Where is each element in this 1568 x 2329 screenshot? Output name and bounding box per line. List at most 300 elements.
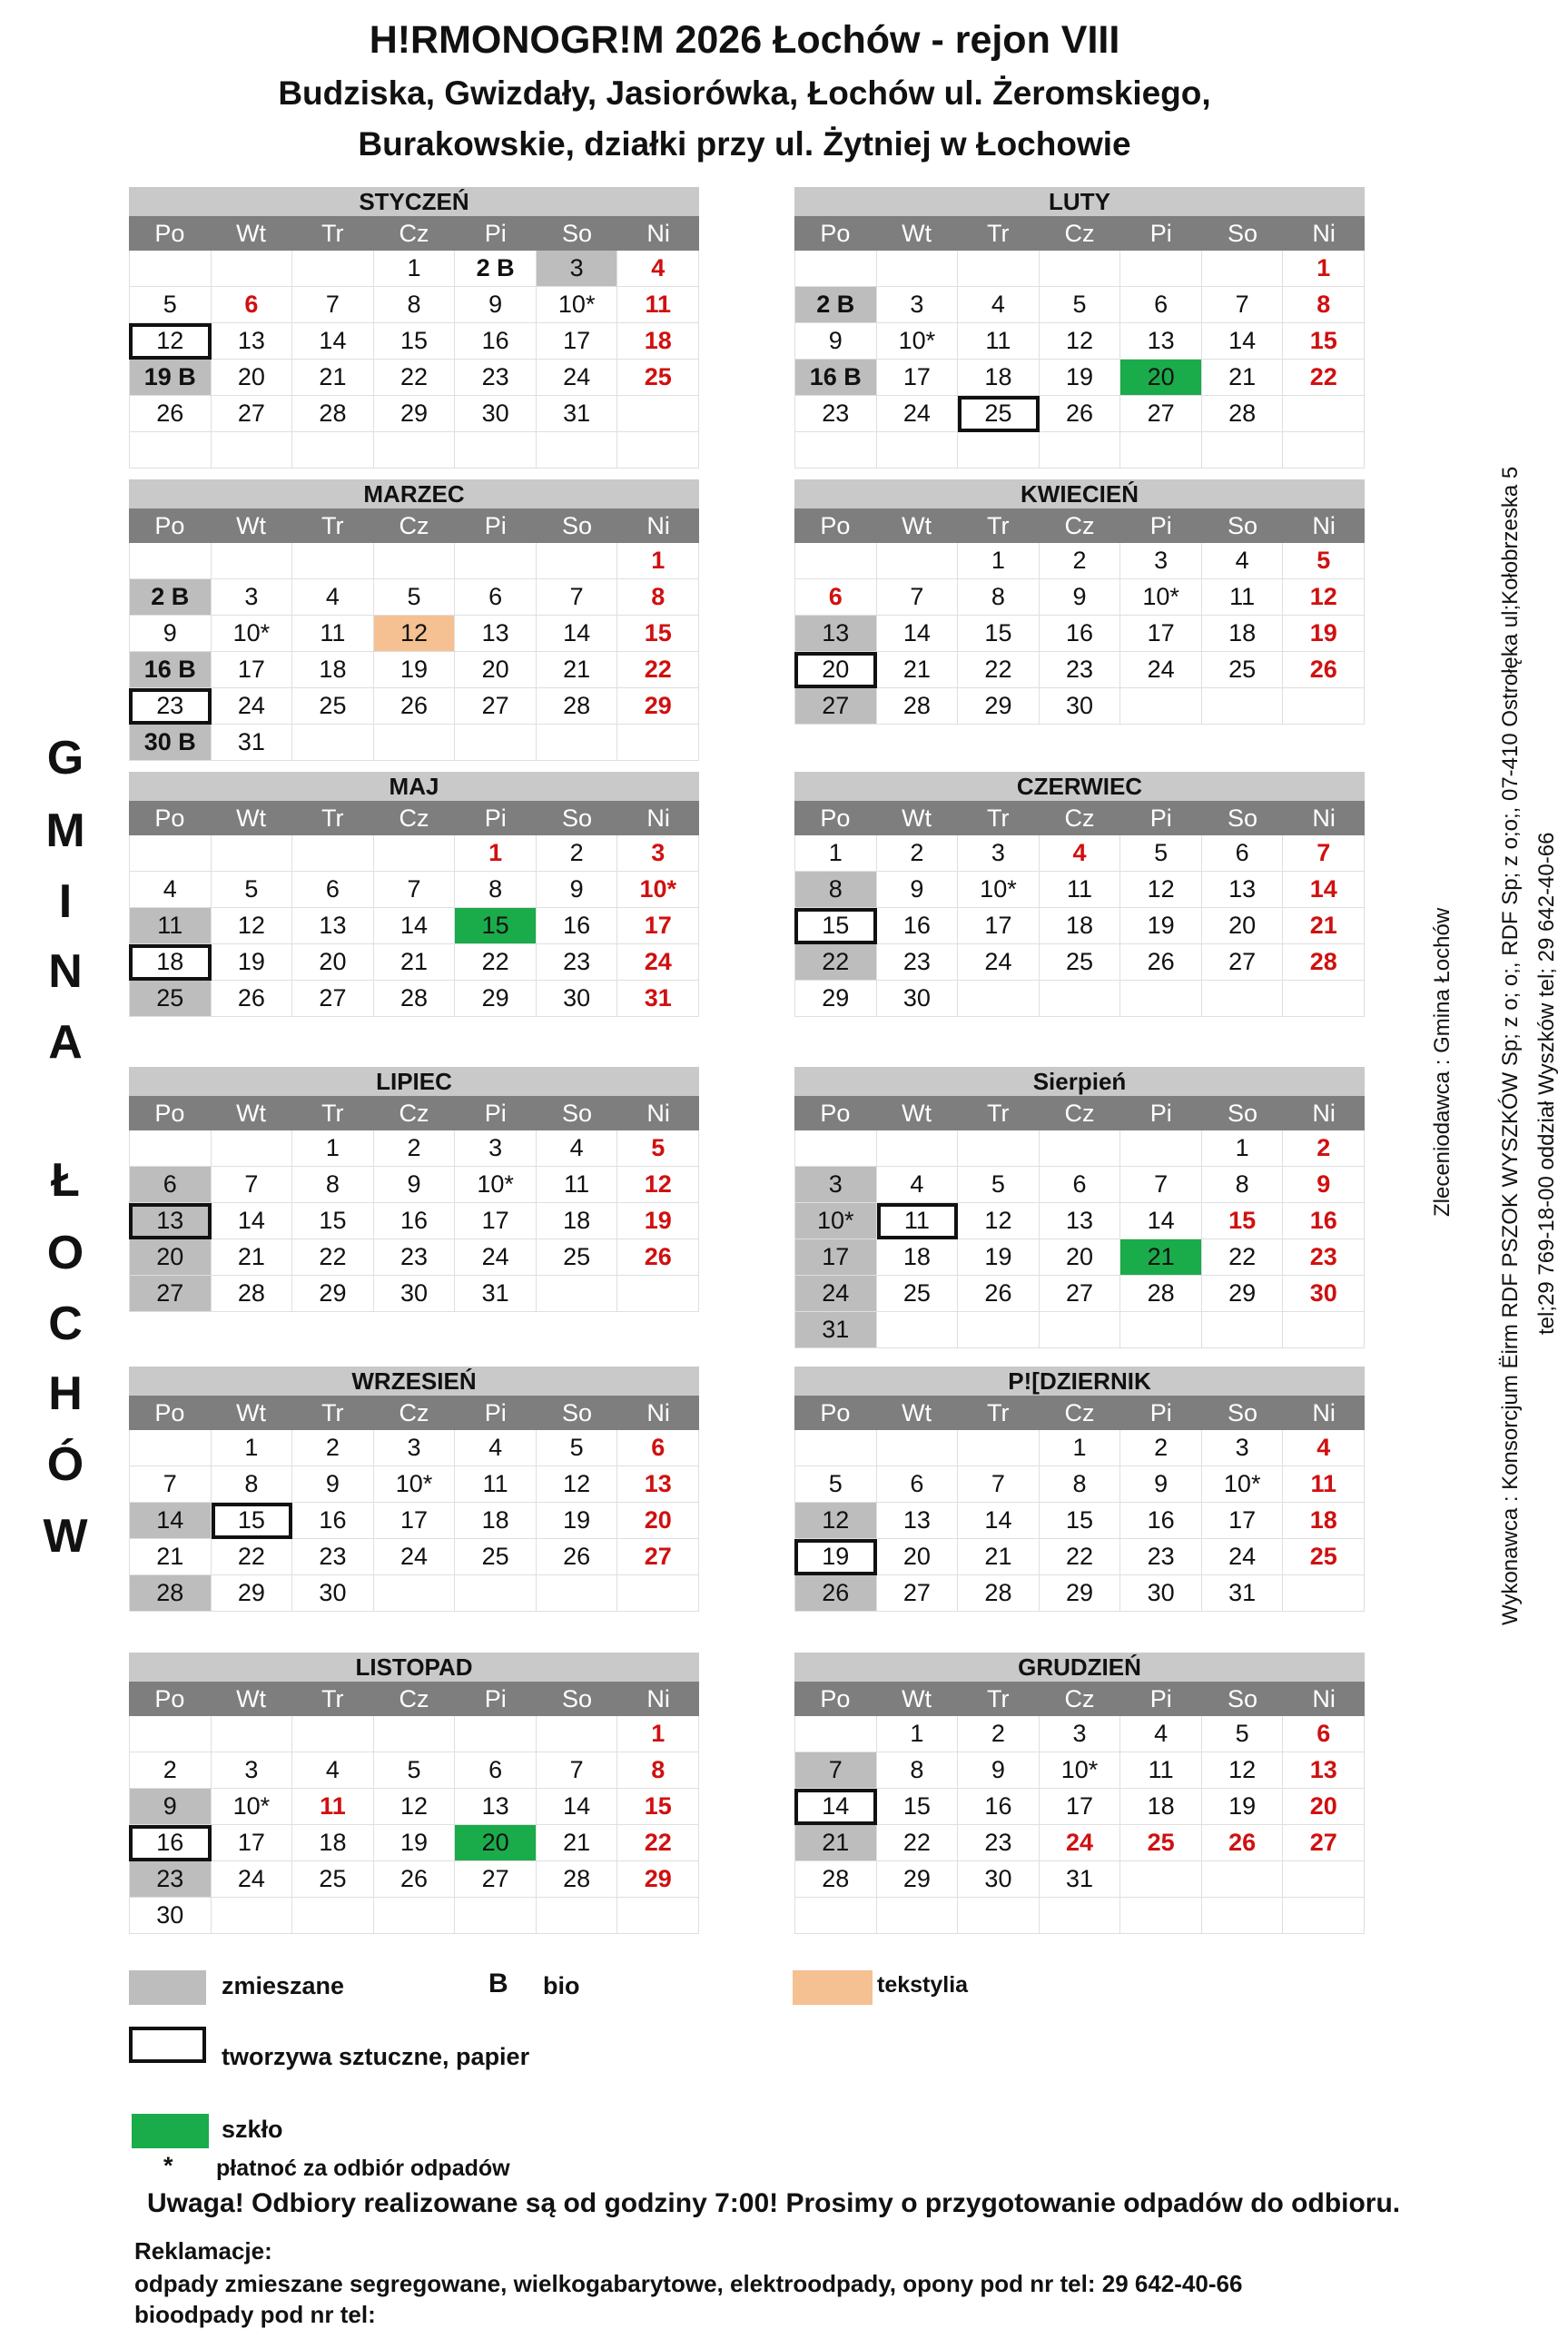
weekday-label: Cz	[1064, 220, 1095, 247]
day-cell: 22	[958, 652, 1040, 688]
day-cell: 19	[374, 652, 456, 688]
day-cell: 7	[1120, 1167, 1202, 1203]
day-cell: 1	[958, 543, 1040, 579]
day-cell: 14	[958, 1503, 1040, 1539]
day-cell: 30	[455, 396, 537, 432]
empty-day-cell	[1040, 432, 1121, 469]
week-row	[794, 981, 1365, 1017]
week-row	[129, 579, 699, 616]
day-cell: 3	[877, 287, 959, 323]
week-row	[794, 1825, 1365, 1861]
legend-mixed-swatch	[129, 1970, 206, 2005]
weekday-label: Po	[154, 1399, 185, 1426]
day-cell: 12	[794, 1503, 877, 1539]
day-cell: 11	[292, 616, 374, 652]
day-cell: 5	[374, 579, 456, 616]
day-cell: 17	[455, 1203, 537, 1239]
day-cell: 29	[617, 688, 699, 725]
week-row	[794, 944, 1365, 981]
day-cell: 10*	[794, 1203, 877, 1239]
day-cell: 2	[1283, 1130, 1365, 1167]
month-title: LUTY	[794, 187, 1365, 216]
day-cell: 17	[877, 360, 959, 396]
day-cell: 13	[1040, 1203, 1121, 1239]
day-cell: 23	[958, 1825, 1040, 1861]
pickup-notice: Uwaga! Odbiory realizowane są od godziny 7:00! Prosimy o przygotowanie odpadów do odbioru.	[147, 2188, 1401, 2218]
empty-day-cell	[129, 543, 212, 579]
day-cell: 18	[1040, 908, 1121, 944]
month-block	[794, 1653, 1365, 1934]
empty-day-cell	[374, 543, 456, 579]
day-cell: 17	[1120, 616, 1202, 652]
weekday-label: Cz	[1064, 512, 1095, 539]
day-cell: 9	[537, 872, 618, 908]
day-cell: 17	[617, 908, 699, 944]
week-row	[129, 1503, 699, 1539]
day-cell: 4	[129, 872, 212, 908]
day-cell: 3	[455, 1130, 537, 1167]
weekday-header	[794, 1396, 1365, 1430]
month-block	[794, 479, 1365, 725]
day-cell: 7	[794, 1752, 877, 1789]
weekday-label: Cz	[1064, 804, 1095, 832]
day-cell: 12	[129, 323, 212, 360]
weekday-label: Ni	[646, 512, 670, 539]
weekday-label: Ni	[646, 1100, 670, 1127]
day-cell: 12	[958, 1203, 1040, 1239]
week-row	[794, 1575, 1365, 1612]
day-cell: 25	[877, 1276, 959, 1312]
day-cell: 25	[617, 360, 699, 396]
day-cell: 16	[374, 1203, 456, 1239]
day-cell: 9	[1040, 579, 1121, 616]
day-cell: 23	[1283, 1239, 1365, 1276]
day-cell: 17	[794, 1239, 877, 1276]
month-title: GRUDZIEŃ	[794, 1653, 1365, 1682]
day-cell: 5	[1120, 835, 1202, 872]
day-cell: 30	[537, 981, 618, 1017]
week-row	[794, 543, 1365, 579]
day-cell: 26	[617, 1239, 699, 1276]
day-cell: 25	[292, 1861, 374, 1898]
day-cell: 1	[794, 835, 877, 872]
day-cell: 28	[212, 1276, 293, 1312]
empty-day-cell	[292, 432, 374, 469]
month-title: LIPIEC	[129, 1067, 699, 1096]
day-cell: 18	[537, 1203, 618, 1239]
day-cell: 26	[1202, 1825, 1284, 1861]
day-cell: 29	[212, 1575, 293, 1612]
day-cell: 29	[877, 1861, 959, 1898]
weekday-header	[129, 1682, 699, 1716]
day-cell: 20	[877, 1539, 959, 1575]
empty-day-cell	[212, 1716, 293, 1752]
day-cell: 29	[374, 396, 456, 432]
empty-day-cell	[212, 251, 293, 287]
day-cell: 17	[1202, 1503, 1284, 1539]
weekday-label: So	[561, 1685, 592, 1712]
empty-day-cell	[1283, 396, 1365, 432]
day-cell: 9	[129, 1789, 212, 1825]
day-cell: 5	[617, 1130, 699, 1167]
day-cell: 25	[1120, 1825, 1202, 1861]
day-cell: 7	[374, 872, 456, 908]
empty-day-cell	[1202, 981, 1284, 1017]
day-cell: 24	[617, 944, 699, 981]
week-row	[129, 1167, 699, 1203]
day-cell: 2	[958, 1716, 1040, 1752]
day-cell: 15	[794, 908, 877, 944]
weekday-label: Tr	[987, 220, 1010, 247]
day-cell: 23	[1120, 1539, 1202, 1575]
day-cell: 14	[537, 616, 618, 652]
empty-day-cell	[537, 1716, 618, 1752]
week-row	[794, 396, 1365, 432]
day-cell: 30	[374, 1276, 456, 1312]
weekday-label: Tr	[987, 1100, 1010, 1127]
day-cell: 5	[537, 1430, 618, 1466]
day-cell: 22	[374, 360, 456, 396]
empty-day-cell	[374, 725, 456, 761]
side-title-letter: I	[58, 875, 73, 928]
day-cell: 12	[374, 616, 456, 652]
weekday-label: Pi	[1149, 1100, 1172, 1127]
day-cell: 2	[877, 835, 959, 872]
day-cell: 22	[794, 944, 877, 981]
day-cell: 19	[374, 1825, 456, 1861]
weekday-label: Cz	[399, 804, 429, 832]
side-title-letter: W	[43, 1510, 88, 1563]
legend-payment-star: *	[163, 2152, 173, 2179]
empty-day-cell	[129, 251, 212, 287]
day-cell: 6	[877, 1466, 959, 1503]
day-cell: 26	[374, 1861, 456, 1898]
empty-day-cell	[958, 1312, 1040, 1348]
weekday-label: Po	[820, 1399, 851, 1426]
day-cell: 27	[1283, 1825, 1365, 1861]
day-cell: 13	[617, 1466, 699, 1503]
day-cell: 4	[958, 287, 1040, 323]
page-title: H!RMONOGR!M 2026 Łochów - rejon VIII	[369, 18, 1120, 62]
week-row	[794, 323, 1365, 360]
empty-day-cell	[958, 432, 1040, 469]
day-cell: 14	[374, 908, 456, 944]
day-cell: 25	[537, 1239, 618, 1276]
day-cell: 19	[1202, 1789, 1284, 1825]
day-cell: 30	[129, 1898, 212, 1934]
day-cell: 27	[1202, 944, 1284, 981]
contractor-info-line-2: tel;29 769-18-00 oddział Wyszków tel; 29 642-40-66	[1534, 832, 1559, 1335]
weekday-label: So	[1227, 1100, 1257, 1127]
weekday-label: Cz	[399, 220, 429, 247]
day-cell: 27	[455, 1861, 537, 1898]
weekday-label: Tr	[987, 1399, 1010, 1426]
week-row	[129, 725, 699, 761]
day-cell: 23	[877, 944, 959, 981]
weekday-label: Pi	[484, 1685, 507, 1712]
empty-day-cell	[1120, 1130, 1202, 1167]
day-cell: 27	[212, 396, 293, 432]
weekday-label: Wt	[236, 220, 267, 247]
weekday-label: Pi	[484, 804, 507, 832]
day-cell: 1	[292, 1130, 374, 1167]
weekday-header	[794, 1096, 1365, 1130]
weekday-label: So	[561, 512, 592, 539]
day-cell: 30	[1040, 688, 1121, 725]
day-cell: 6	[292, 872, 374, 908]
day-cell: 9	[1283, 1167, 1365, 1203]
weekday-label: Cz	[399, 512, 429, 539]
day-cell: 17	[374, 1503, 456, 1539]
month-block	[129, 1067, 699, 1312]
empty-day-cell	[877, 543, 959, 579]
day-cell: 28	[129, 1575, 212, 1612]
empty-day-cell	[617, 725, 699, 761]
empty-day-cell	[877, 1898, 959, 1934]
day-cell: 21	[958, 1539, 1040, 1575]
day-cell: 27	[1120, 396, 1202, 432]
day-cell: 28	[958, 1575, 1040, 1612]
day-cell: 28	[877, 688, 959, 725]
week-row	[794, 616, 1365, 652]
weekday-label: Ni	[1312, 1399, 1336, 1426]
day-cell: 9	[794, 323, 877, 360]
day-cell: 25	[1040, 944, 1121, 981]
side-title-letter: O	[46, 1227, 84, 1279]
day-cell: 20	[617, 1503, 699, 1539]
empty-day-cell	[794, 251, 877, 287]
side-title-letter: Ó	[46, 1438, 84, 1491]
week-row	[129, 1539, 699, 1575]
day-cell: 18	[129, 944, 212, 981]
day-cell: 22	[617, 1825, 699, 1861]
week-row	[129, 543, 699, 579]
weekday-label: So	[561, 1100, 592, 1127]
day-cell: 13	[455, 616, 537, 652]
empty-day-cell	[958, 981, 1040, 1017]
weekday-label: Wt	[236, 1399, 267, 1426]
empty-day-cell	[212, 1130, 293, 1167]
day-cell: 1	[374, 251, 456, 287]
day-cell: 12	[212, 908, 293, 944]
weekday-label: Cz	[399, 1100, 429, 1127]
day-cell: 4	[455, 1430, 537, 1466]
day-cell: 13	[794, 616, 877, 652]
day-cell: 11	[877, 1203, 959, 1239]
month-title: P![DZIERNIK	[794, 1367, 1365, 1396]
empty-day-cell	[1202, 251, 1284, 287]
day-cell: 31	[617, 981, 699, 1017]
empty-day-cell	[617, 396, 699, 432]
day-cell: 2	[292, 1430, 374, 1466]
day-cell: 15	[958, 616, 1040, 652]
day-cell: 22	[455, 944, 537, 981]
day-cell: 2 B	[129, 579, 212, 616]
side-title-letter: A	[48, 1016, 83, 1069]
weekday-header	[794, 1682, 1365, 1716]
day-cell: 16	[455, 323, 537, 360]
week-row	[794, 1466, 1365, 1503]
week-row	[794, 579, 1365, 616]
day-cell: 8	[794, 872, 877, 908]
weekday-label: Pi	[1149, 804, 1172, 832]
day-cell: 18	[292, 1825, 374, 1861]
month-block	[794, 1067, 1365, 1348]
week-row	[794, 688, 1365, 725]
weekday-header	[129, 508, 699, 543]
week-row	[129, 1575, 699, 1612]
month-block	[129, 1367, 699, 1612]
day-cell: 4	[1120, 1716, 1202, 1752]
day-cell: 4	[292, 1752, 374, 1789]
empty-day-cell	[129, 432, 212, 469]
day-cell: 16 B	[794, 360, 877, 396]
day-cell: 18	[1283, 1503, 1365, 1539]
day-cell: 20	[1283, 1789, 1365, 1825]
day-cell: 12	[617, 1167, 699, 1203]
empty-day-cell	[794, 1898, 877, 1934]
day-cell: 28	[292, 396, 374, 432]
day-cell: 18	[877, 1239, 959, 1276]
day-cell: 14	[292, 323, 374, 360]
weekday-label: Pi	[484, 1100, 507, 1127]
week-row	[129, 1789, 699, 1825]
empty-day-cell	[877, 1130, 959, 1167]
empty-day-cell	[1040, 1312, 1121, 1348]
day-cell: 5	[374, 1752, 456, 1789]
day-cell: 4	[1040, 835, 1121, 872]
weekday-header	[129, 1096, 699, 1130]
empty-day-cell	[129, 1430, 212, 1466]
day-cell: 6	[794, 579, 877, 616]
week-row	[794, 1539, 1365, 1575]
day-cell: 28	[537, 688, 618, 725]
week-row	[794, 287, 1365, 323]
empty-day-cell	[1283, 1312, 1365, 1348]
day-cell: 17	[1040, 1789, 1121, 1825]
day-cell: 23	[292, 1539, 374, 1575]
weekday-label: Pi	[484, 512, 507, 539]
day-cell: 24	[455, 1239, 537, 1276]
day-cell: 1	[617, 543, 699, 579]
day-cell: 10*	[617, 872, 699, 908]
day-cell: 2	[1120, 1430, 1202, 1466]
day-cell: 16	[877, 908, 959, 944]
week-row	[129, 1898, 699, 1934]
empty-day-cell	[292, 251, 374, 287]
month-block	[794, 1367, 1365, 1612]
day-cell: 19	[1120, 908, 1202, 944]
day-cell: 1	[1040, 1430, 1121, 1466]
day-cell: 26	[1283, 652, 1365, 688]
day-cell: 24	[537, 360, 618, 396]
day-cell: 3	[537, 251, 618, 287]
day-cell: 22	[1283, 360, 1365, 396]
weekday-label: Pi	[1149, 220, 1172, 247]
weekday-label: Pi	[1149, 1685, 1172, 1712]
week-row	[129, 396, 699, 432]
empty-day-cell	[794, 543, 877, 579]
week-row	[129, 688, 699, 725]
legend-mixed-label: zmieszane	[222, 1972, 345, 1999]
day-cell: 21	[292, 360, 374, 396]
empty-day-cell	[292, 1898, 374, 1934]
complaints-line-1: odpady zmieszane segregowane, wielkogabarytowe, elektroodpady, opony pod nr tel: 29 642-40-66	[134, 2270, 1243, 2297]
day-cell: 19 B	[129, 360, 212, 396]
empty-day-cell	[455, 432, 537, 469]
day-cell: 3	[212, 1752, 293, 1789]
day-cell: 23	[1040, 652, 1121, 688]
day-cell: 1	[455, 835, 537, 872]
empty-day-cell	[1120, 981, 1202, 1017]
day-cell: 10*	[374, 1466, 456, 1503]
weekday-label: Wt	[236, 1100, 267, 1127]
empty-day-cell	[537, 1575, 618, 1612]
empty-day-cell	[1040, 1898, 1121, 1934]
day-cell: 11	[1120, 1752, 1202, 1789]
day-cell: 7	[877, 579, 959, 616]
day-cell: 20	[794, 652, 877, 688]
empty-day-cell	[129, 1130, 212, 1167]
empty-day-cell	[374, 1575, 456, 1612]
day-cell: 21	[374, 944, 456, 981]
day-cell: 28	[537, 1861, 618, 1898]
weekday-header	[129, 801, 699, 835]
day-cell: 8	[1040, 1466, 1121, 1503]
day-cell: 11	[129, 908, 212, 944]
day-cell: 24	[374, 1539, 456, 1575]
day-cell: 8	[212, 1466, 293, 1503]
day-cell: 14	[129, 1503, 212, 1539]
weekday-label: Wt	[236, 1685, 267, 1712]
day-cell: 11	[1283, 1466, 1365, 1503]
empty-day-cell	[1040, 1130, 1121, 1167]
weekday-label: Po	[154, 1100, 185, 1127]
day-cell: 15	[1283, 323, 1365, 360]
day-cell: 14	[212, 1203, 293, 1239]
day-cell: 6	[455, 1752, 537, 1789]
day-cell: 16	[1283, 1203, 1365, 1239]
day-cell: 12	[1120, 872, 1202, 908]
empty-day-cell	[455, 725, 537, 761]
day-cell: 16	[1120, 1503, 1202, 1539]
weekday-label: Po	[154, 512, 185, 539]
day-cell: 8	[455, 872, 537, 908]
day-cell: 30	[292, 1575, 374, 1612]
day-cell: 5	[794, 1466, 877, 1503]
day-cell: 10*	[1202, 1466, 1284, 1503]
day-cell: 17	[537, 323, 618, 360]
day-cell: 24	[1040, 1825, 1121, 1861]
week-row	[794, 251, 1365, 287]
day-cell: 19	[617, 1203, 699, 1239]
day-cell: 5	[212, 872, 293, 908]
weekday-label: Cz	[1064, 1685, 1095, 1712]
empty-day-cell	[1283, 1861, 1365, 1898]
week-row	[794, 1167, 1365, 1203]
day-cell: 27	[292, 981, 374, 1017]
weekday-label: Cz	[1064, 1100, 1095, 1127]
week-row	[129, 1130, 699, 1167]
day-cell: 11	[455, 1466, 537, 1503]
day-cell: 31	[1202, 1575, 1284, 1612]
side-title-letter: M	[45, 804, 85, 857]
day-cell: 7	[292, 287, 374, 323]
day-cell: 23	[537, 944, 618, 981]
week-row	[794, 1861, 1365, 1898]
empty-day-cell	[537, 432, 618, 469]
day-cell: 5	[1040, 287, 1121, 323]
